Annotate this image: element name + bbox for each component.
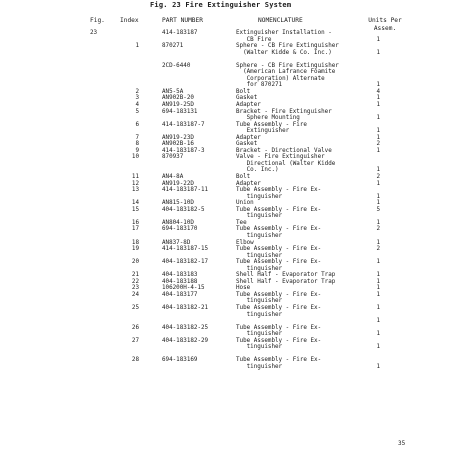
row-part-number: 414-183187-3 xyxy=(162,147,205,154)
row-units: 1 xyxy=(376,180,380,187)
row-part-number: 404-183182-29 xyxy=(162,337,209,344)
column-header-index: Index xyxy=(120,17,139,24)
row-nomenclature: Bolt xyxy=(236,174,251,181)
row-index: 23 xyxy=(131,285,139,292)
row-units: 2 xyxy=(376,141,380,148)
row-units: 1 xyxy=(376,331,380,338)
row-index: 19 xyxy=(131,246,139,253)
row-index: 4 xyxy=(135,102,139,109)
row-nomenclature: Adapter xyxy=(236,180,261,187)
row-units: 2 xyxy=(376,226,380,233)
row-nomenclature: tinguisher xyxy=(236,265,283,272)
units-header-line2: Assem. xyxy=(373,25,397,32)
page-number: 35 xyxy=(398,440,406,447)
row-units: 1 xyxy=(376,102,380,109)
row-units: 1 xyxy=(376,344,380,351)
parts-list xyxy=(0,30,450,370)
row-part-number: 870271 xyxy=(162,43,184,50)
row-part-number: 106200H-4-15 xyxy=(162,285,205,292)
row-nomenclature: Bracket - Directional Valve xyxy=(236,147,332,154)
row-nomenclature: tinguisher xyxy=(236,298,283,305)
row-nomenclature: Tube Assembly - Fire Ex- xyxy=(236,206,322,213)
row-part-number: 404-183182-25 xyxy=(162,324,209,331)
row-index: 18 xyxy=(131,239,139,246)
row-nomenclature: Directional (Walter Kidde xyxy=(236,160,336,167)
units-header-line1: Units Per xyxy=(368,17,402,24)
row-units: 1 xyxy=(376,200,380,207)
row-part-number: 404-183182-5 xyxy=(162,206,205,213)
row-index: 27 xyxy=(131,337,139,344)
row-nomenclature: Gasket xyxy=(236,141,258,148)
row-nomenclature: Elbow xyxy=(236,239,254,246)
row-index: 26 xyxy=(131,324,139,331)
row-units: 1 xyxy=(376,219,380,226)
column-header-nomenclature: NOMENCLATURE xyxy=(258,17,303,24)
row-index: 25 xyxy=(131,304,139,311)
row-index: 13 xyxy=(131,187,139,194)
row-fig: 23 xyxy=(90,30,98,36)
row-nomenclature: Extinguisher Installation - xyxy=(236,30,332,36)
row-nomenclature: Tube Assembly - Fire Ex- xyxy=(236,259,322,266)
row-nomenclature: Sphere - CB Fire Extinguisher xyxy=(236,43,339,50)
row-nomenclature: Extinguisher xyxy=(236,128,290,135)
row-units: 1 xyxy=(376,134,380,141)
row-units: 1 xyxy=(376,318,380,325)
row-part-number: AN4-8A xyxy=(162,174,184,181)
row-index: 28 xyxy=(131,357,139,364)
row-part-number: AN919-23D xyxy=(162,134,194,141)
row-nomenclature: Sphere Mounting xyxy=(236,115,300,122)
row-nomenclature: CB Fire xyxy=(236,36,272,43)
row-units: 1 xyxy=(376,363,380,370)
row-nomenclature: Sphere - CB Fire Extinguisher xyxy=(236,62,339,69)
row-nomenclature: Tube Assembly - Fire xyxy=(236,121,307,128)
row-part-number: AN5-5A xyxy=(162,88,184,95)
row-units: 1 xyxy=(376,147,380,154)
row-part-number: AN837-8D xyxy=(162,239,191,246)
row-units: 1 xyxy=(376,167,380,174)
row-index: 21 xyxy=(131,272,139,279)
row-part-number: AN902B-20 xyxy=(162,95,194,102)
row-nomenclature: Tube Assembly - Fire Ex- xyxy=(236,357,322,364)
column-header-fig: Fig. xyxy=(90,17,105,24)
row-nomenclature: Tube Assembly - Fire Ex- xyxy=(236,246,322,253)
row-index: 22 xyxy=(131,278,139,285)
row-nomenclature: Valve - Fire Extinguisher xyxy=(236,154,325,161)
row-nomenclature: tinguisher xyxy=(236,252,283,259)
row-part-number: 404-183183 xyxy=(162,272,198,279)
row-units: 1 xyxy=(376,272,380,279)
column-header-part-number: PART NUMBER xyxy=(162,17,203,24)
row-nomenclature: Adapter xyxy=(236,134,261,141)
row-nomenclature: Tube Assembly - Fire Ex- xyxy=(236,291,322,298)
row-units: 4 xyxy=(376,88,380,95)
row-units: 2 xyxy=(376,246,380,253)
row-part-number: 404-183188 xyxy=(162,278,198,285)
row-index: 20 xyxy=(131,259,139,266)
row-index: 15 xyxy=(131,206,139,213)
row-units: 1 xyxy=(376,193,380,200)
row-units: 2 xyxy=(376,174,380,181)
row-nomenclature: tinguisher xyxy=(236,331,283,338)
row-units: 5 xyxy=(376,206,380,213)
row-units: 1 xyxy=(376,95,380,102)
row-index: 2 xyxy=(135,88,139,95)
row-part-number: 404-183177 xyxy=(162,291,198,298)
row-part-number: 694-183170 xyxy=(162,226,198,233)
row-index: 17 xyxy=(131,226,139,233)
row-nomenclature: Union xyxy=(236,200,254,207)
row-index: 9 xyxy=(135,147,139,154)
row-part-number: 414-183187-15 xyxy=(162,246,209,253)
row-nomenclature: Tube Assembly - Fire Ex- xyxy=(236,187,322,194)
row-part-number: AN902B-16 xyxy=(162,141,194,148)
row-units: 1 xyxy=(376,304,380,311)
row-units: 1 xyxy=(376,36,380,43)
row-nomenclature: Hose xyxy=(236,285,251,292)
row-units: 1 xyxy=(376,285,380,292)
table-row xyxy=(0,364,450,371)
row-part-number: 414-183187-11 xyxy=(162,187,209,194)
row-index: 11 xyxy=(131,174,139,181)
row-nomenclature: Bolt xyxy=(236,88,251,95)
row-nomenclature: Tube Assembly - Fire Ex- xyxy=(236,226,322,233)
row-nomenclature: tinguisher xyxy=(236,232,283,239)
row-nomenclature: Gasket xyxy=(236,95,258,102)
row-part-number: 2CD-6440 xyxy=(162,62,191,69)
row-nomenclature: Tube Assembly - Fire Ex- xyxy=(236,304,322,311)
row-nomenclature: Shell Half - Evaporator Trap xyxy=(236,272,336,279)
row-part-number: AN919-22D xyxy=(162,180,194,187)
row-index: 10 xyxy=(131,154,139,161)
row-part-number: 870937 xyxy=(162,154,184,161)
row-nomenclature: (American Lafrance Foamite xyxy=(236,69,336,76)
row-nomenclature: Corporation) Alternate xyxy=(236,75,325,82)
row-index: 24 xyxy=(131,291,139,298)
page-title: Fig. 23 Fire Extinguisher System xyxy=(150,1,292,9)
row-units: 1 xyxy=(376,239,380,246)
row-units: 1 xyxy=(376,115,380,122)
row-nomenclature: Shell Half - Evaporator Trap xyxy=(236,278,336,285)
row-part-number: 404-183182-21 xyxy=(162,304,209,311)
row-nomenclature: tinguisher xyxy=(236,193,283,200)
row-nomenclature: tinguisher xyxy=(236,344,283,351)
row-units: 1 xyxy=(376,49,380,56)
row-part-number: 694-183131 xyxy=(162,108,198,115)
row-units: 1 xyxy=(376,128,380,135)
row-part-number: AN815-10D xyxy=(162,200,194,207)
row-nomenclature: tinguisher xyxy=(236,213,283,220)
row-index: 3 xyxy=(135,95,139,102)
row-nomenclature: for 870271 xyxy=(236,82,283,89)
row-nomenclature: tinguisher xyxy=(236,311,283,318)
row-units: 1 xyxy=(376,259,380,266)
row-part-number: AN804-10D xyxy=(162,219,194,226)
row-nomenclature: tinguisher xyxy=(236,363,283,370)
row-part-number: 414-183187-7 xyxy=(162,121,205,128)
row-index: 5 xyxy=(135,108,139,115)
row-nomenclature: Co. Inc.) xyxy=(236,167,279,174)
row-units: 1 xyxy=(376,82,380,89)
row-nomenclature: Tube Assembly - Fire Ex- xyxy=(236,337,322,344)
row-part-number: 414-183187 xyxy=(162,30,198,36)
row-nomenclature: Adapter xyxy=(236,102,261,109)
row-nomenclature: Tube Assembly - Fire Ex- xyxy=(236,324,322,331)
row-index: 14 xyxy=(131,200,139,207)
row-units: 1 xyxy=(376,278,380,285)
row-units: 1 xyxy=(376,291,380,298)
row-index: 16 xyxy=(131,219,139,226)
row-nomenclature: (Walter Kidde & Co. Inc.) xyxy=(236,49,332,56)
row-nomenclature: Tee xyxy=(236,219,247,226)
row-part-number: 694-183169 xyxy=(162,357,198,364)
row-part-number: 404-183182-17 xyxy=(162,259,209,266)
row-index: 7 xyxy=(135,134,139,141)
row-index: 8 xyxy=(135,141,139,148)
row-index: 6 xyxy=(135,121,139,128)
row-nomenclature: Bracket - Fire Extinguisher xyxy=(236,108,332,115)
row-part-number: AN919-25D xyxy=(162,102,194,109)
row-index: 12 xyxy=(131,180,139,187)
row-index: 1 xyxy=(135,43,139,50)
